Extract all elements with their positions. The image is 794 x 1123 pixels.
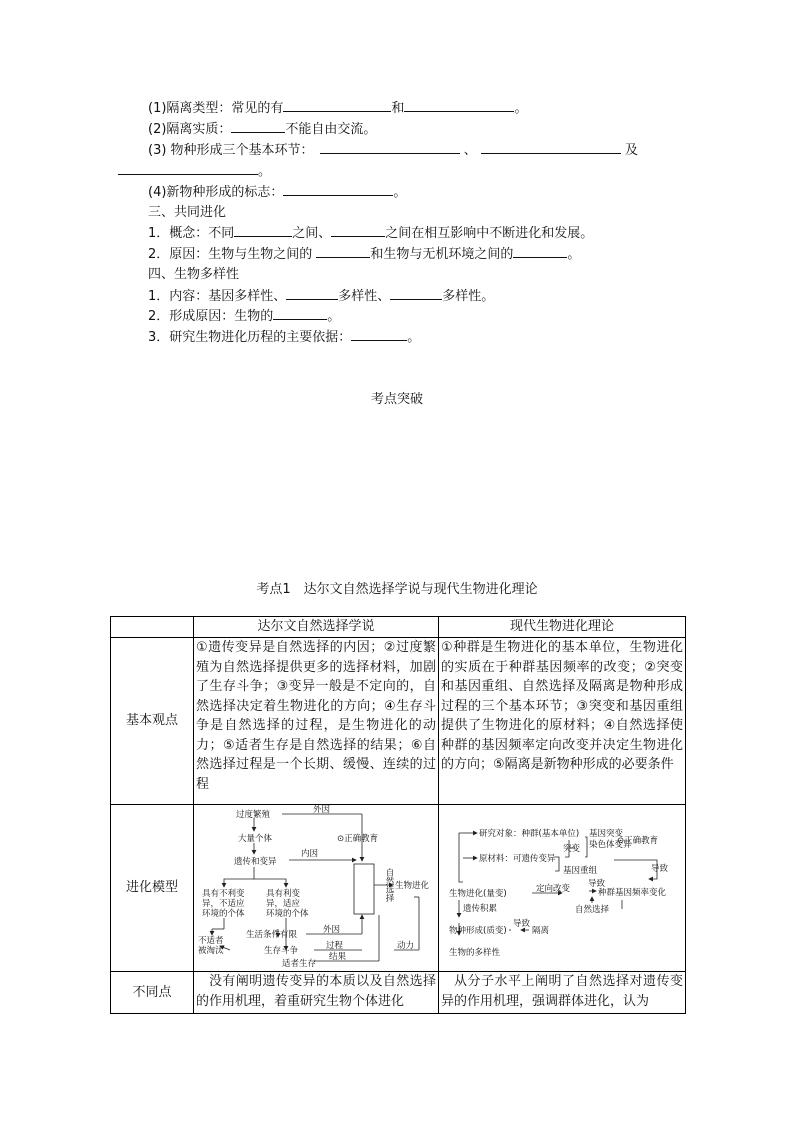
diagram-label: 过度繁殖 (236, 810, 271, 820)
diagram-label: 隔离 (532, 926, 550, 936)
empty-corner-cell (111, 617, 194, 638)
isolation-essence-line: (2)隔离实质： 不能自由交流。 (148, 122, 377, 137)
diagram-label: 结果 (329, 952, 347, 962)
blank (481, 141, 621, 154)
diagram-label: 具有不利变 (202, 889, 245, 899)
diagram-label: 物种形成(质变) (449, 926, 507, 936)
modern-evolution-diagram (439, 805, 682, 970)
diagram-label: 自然选择 (575, 905, 610, 915)
diagram-watermark: ⊙正确教育 (617, 836, 659, 846)
three-steps-line: (3) 物种形成三个基本环节： 、 及 (148, 143, 639, 158)
diagram-label: 导致 (513, 919, 531, 929)
blank (390, 287, 442, 300)
topic-heading: 考点1 达尔文自然选择学说与现代生物进化理论 (256, 582, 538, 597)
diagram-label: 原材料：可遗传变异 (479, 854, 556, 864)
diagram-label: 大量个体 (238, 834, 273, 844)
blank (273, 307, 327, 320)
darwin-difference: 没有阐明遗传变异的本质以及自然选择的作用机理，着重研究生物个体进化 (194, 972, 439, 1014)
diagram-label: 被淘汰 (198, 946, 224, 956)
modern-model-cell (439, 805, 686, 972)
sec4-content-line: 1．内容：基因多样性、 多样性、 多样性。 (148, 289, 495, 304)
sec3-concept-line: 1．概念：不同 之间、 之间在相互影响中不断进化和发展。 (148, 226, 594, 241)
row-label-model: 进化模型 (111, 805, 194, 972)
diagram-label: 过程 (326, 941, 344, 951)
diagram-label: 研究对象：种群(基本单位) (479, 829, 580, 839)
blank (316, 245, 370, 258)
diagram-label: 动力 (397, 941, 415, 951)
diagram-label: 遗传和变异 (234, 857, 277, 867)
diagram-label: 生存斗争 (264, 946, 299, 956)
diagram-label: 遗传积累 (463, 904, 498, 914)
section-4-title: 四、生物多样性 (148, 267, 240, 282)
isolation-type-line: (1)隔离类型：常见的有 和 。 (148, 101, 528, 116)
diagram-label: 生物的多样性 (449, 948, 501, 958)
diagram-box-label: 自然选择 (360, 868, 394, 878)
diagram-label: 外因 (323, 925, 341, 935)
blank (283, 99, 391, 112)
section-heading: 考点突破 (370, 392, 423, 407)
diagram-label: 导致 (588, 879, 606, 889)
diagram-label: 导致 (651, 864, 669, 874)
darwin-model-cell (194, 805, 439, 972)
diagram-label: 生物进化 (395, 881, 430, 891)
row-label-basic-view: 基本观点 (111, 638, 194, 805)
table-row-basic-view (111, 638, 686, 805)
blank (513, 245, 567, 258)
diagram-label: 环境的个体 (202, 909, 245, 919)
diagram-label: 内因 (301, 849, 319, 859)
diagram-label: 适者生存 (282, 959, 317, 969)
diagram-label: 基因重组 (563, 866, 598, 876)
table-row-difference (111, 972, 686, 1014)
blank (231, 120, 285, 133)
blank (320, 141, 460, 154)
darwin-basic-view: ①遗传变异是自然选择的内因；②过度繁殖为自然选择提供更多的选择材料，加剧了生存斗争；③变异一般是不定向的，自然选择决定着生物进化的方向；④生存斗争是自然选择的过程，是生物进化的动力；⑤适者生存是自然选择的结果；⑥自然选择过程是一个长期、缓慢、连续的过程 (194, 638, 439, 805)
diagram-label: 定向改变 (536, 884, 571, 894)
blank (234, 224, 292, 237)
column-header-modern: 现代生物进化理论 (439, 617, 686, 638)
blank (331, 224, 385, 237)
diagram-label: 异，不适应 (202, 899, 245, 909)
diagram-label: 生物进化(量变) (449, 889, 507, 899)
blank (283, 183, 393, 196)
column-header-darwin: 达尔文自然选择学说 (194, 617, 439, 638)
blank (351, 328, 407, 341)
modern-basic-view: ①种群是生物进化的基本单位，生物进化的实质在于种群基因频率的改变；②突变和基因重组、自然选择及隔离是物种形成过程的三个基本环节；③突变和基因重组提供了生物进化的原材料；④自然选择使种群的基因频率定向改变并决定生物进化的方向；⑤隔离是新物种形成的必要条件 (439, 638, 686, 805)
diagram-label: 异，适应 (266, 899, 301, 909)
row-label-difference: 不同点 (111, 972, 194, 1014)
diagram-watermark: ⊙正确教育 (337, 834, 379, 844)
blank (404, 99, 514, 112)
three-steps-line-2: 。 (118, 162, 271, 181)
diagram-label: 不适者 (198, 936, 224, 946)
diagram-label: 基因突变 (589, 829, 624, 839)
sec3-cause-line: 2．原因：生物与生物之间的 和生物与无机环境之间的 。 (148, 247, 581, 262)
diagram-label: 具有利变 (266, 889, 301, 899)
table-row-model (111, 805, 686, 972)
section-3-title: 三、共同进化 (148, 205, 227, 220)
diagram-label: 突变 (563, 844, 581, 854)
blank (118, 162, 258, 175)
sec4-cause-line: 2．形成原因：生物的 。 (148, 309, 341, 324)
darwin-evolution-diagram (194, 805, 435, 970)
diagram-label: 生活条件有限 (246, 930, 298, 940)
new-species-line: (4)新物种形成的标志： 。 (148, 185, 407, 200)
diagram-label: 外因 (313, 805, 331, 815)
sec4-evidence-line: 3．研究生物进化历程的主要依据： 。 (148, 330, 421, 345)
comparison-table (110, 616, 686, 1014)
diagram-label: 种群基因频率变化 (598, 888, 667, 898)
diagram-label: 环境的个体 (266, 909, 309, 919)
diagram-label: 染色体变异 (589, 840, 632, 850)
table-header-row (111, 617, 686, 638)
blank (286, 287, 338, 300)
modern-difference: 从分子水平上阐明了自然选择对遗传变异的作用机理，强调群体进化，认为 (439, 972, 686, 1014)
